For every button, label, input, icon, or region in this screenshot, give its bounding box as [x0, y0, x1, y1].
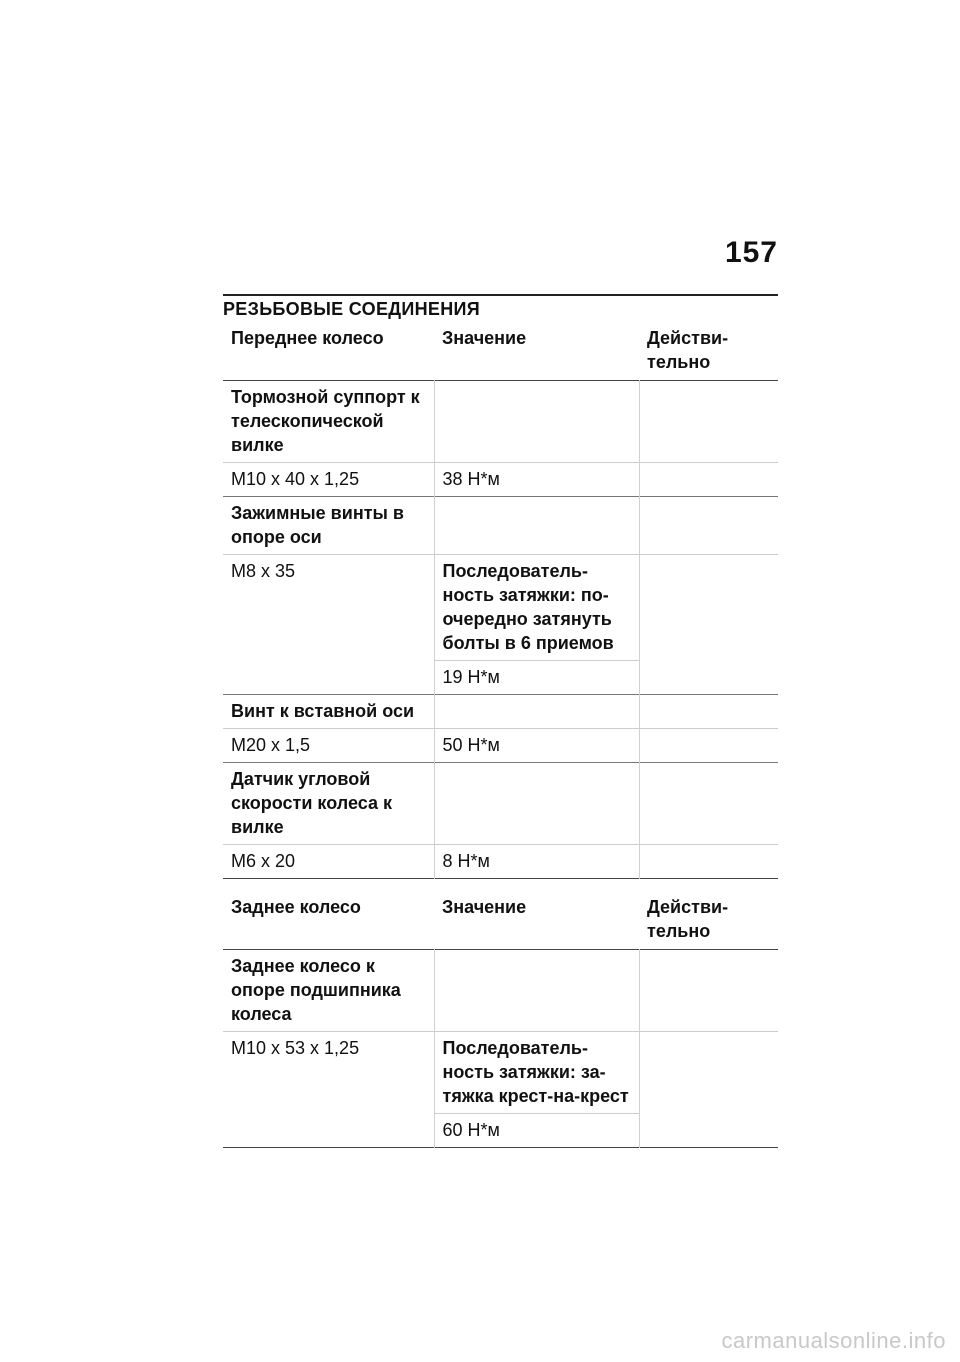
table-row [223, 497, 778, 555]
table-row [223, 463, 778, 497]
torque-value: 38 Н*м [434, 463, 639, 497]
tightening-sequence: Последователь-ность затяжки: за-тяжка крест-на-крест [434, 1032, 639, 1114]
rear-wheel-table [223, 889, 778, 1148]
value-cell [434, 763, 639, 845]
table-row [223, 381, 778, 463]
table-row [223, 1032, 778, 1114]
value-cell [434, 497, 639, 555]
valid-cell [639, 763, 778, 845]
page-number: 157 [724, 236, 778, 269]
valid-cell [639, 845, 778, 879]
thread-size: M20 x 1,5 [223, 729, 434, 763]
table-row [223, 695, 778, 729]
table-row [223, 950, 778, 1032]
part-name: Датчик угловой скорости колеса к вилке [223, 763, 434, 845]
table-row [223, 763, 778, 845]
table-header-row [223, 320, 778, 381]
section-title: РЕЗЬБОВЫЕ СОЕДИНЕНИЯ [223, 294, 778, 320]
valid-cell [639, 463, 778, 497]
valid-cell [639, 381, 778, 463]
torque-value: 19 Н*м [434, 661, 639, 695]
content [223, 294, 778, 1148]
valid-cell [639, 950, 778, 1032]
valid-cell [639, 555, 778, 695]
thread-size: M8 x 35 [223, 555, 434, 695]
torque-value: 50 Н*м [434, 729, 639, 763]
table-row [223, 555, 778, 661]
valid-cell [639, 729, 778, 763]
torque-value: 60 Н*м [434, 1114, 639, 1148]
column-header-value: Значение [442, 897, 527, 917]
valid-cell [639, 497, 778, 555]
table-row [223, 845, 778, 879]
thread-size: M10 x 40 x 1,25 [223, 463, 434, 497]
tightening-sequence: Последователь-ность затяжки: по-очередно затянуть болты в 6 приемов [434, 555, 639, 661]
column-header-valid: Действи-тельно [647, 897, 729, 941]
valid-cell [639, 695, 778, 729]
thread-size: M6 x 20 [223, 845, 434, 879]
value-cell [434, 950, 639, 1032]
watermark-url: carmanualsonline.info [721, 1328, 946, 1353]
column-header-part: Переднее колесо [231, 328, 384, 348]
valid-cell [639, 1032, 778, 1148]
value-cell [434, 695, 639, 729]
part-name: Винт к вставной оси [223, 695, 434, 729]
part-name: Тормозной суппорт к телескопической вилке [223, 381, 434, 463]
column-header-value: Значение [442, 328, 527, 348]
column-header-part: Заднее колесо [231, 897, 361, 917]
torque-value: 8 Н*м [434, 845, 639, 879]
part-name: Заднее колесо к опоре подшипника колеса [223, 950, 434, 1032]
part-name: Зажимные винты в опоре оси [223, 497, 434, 555]
thread-size: M10 x 53 x 1,25 [223, 1032, 434, 1148]
front-wheel-table [223, 320, 778, 879]
table-header-row [223, 889, 778, 950]
value-cell [434, 381, 639, 463]
column-header-valid: Действи-тельно [647, 328, 729, 372]
table-row [223, 729, 778, 763]
